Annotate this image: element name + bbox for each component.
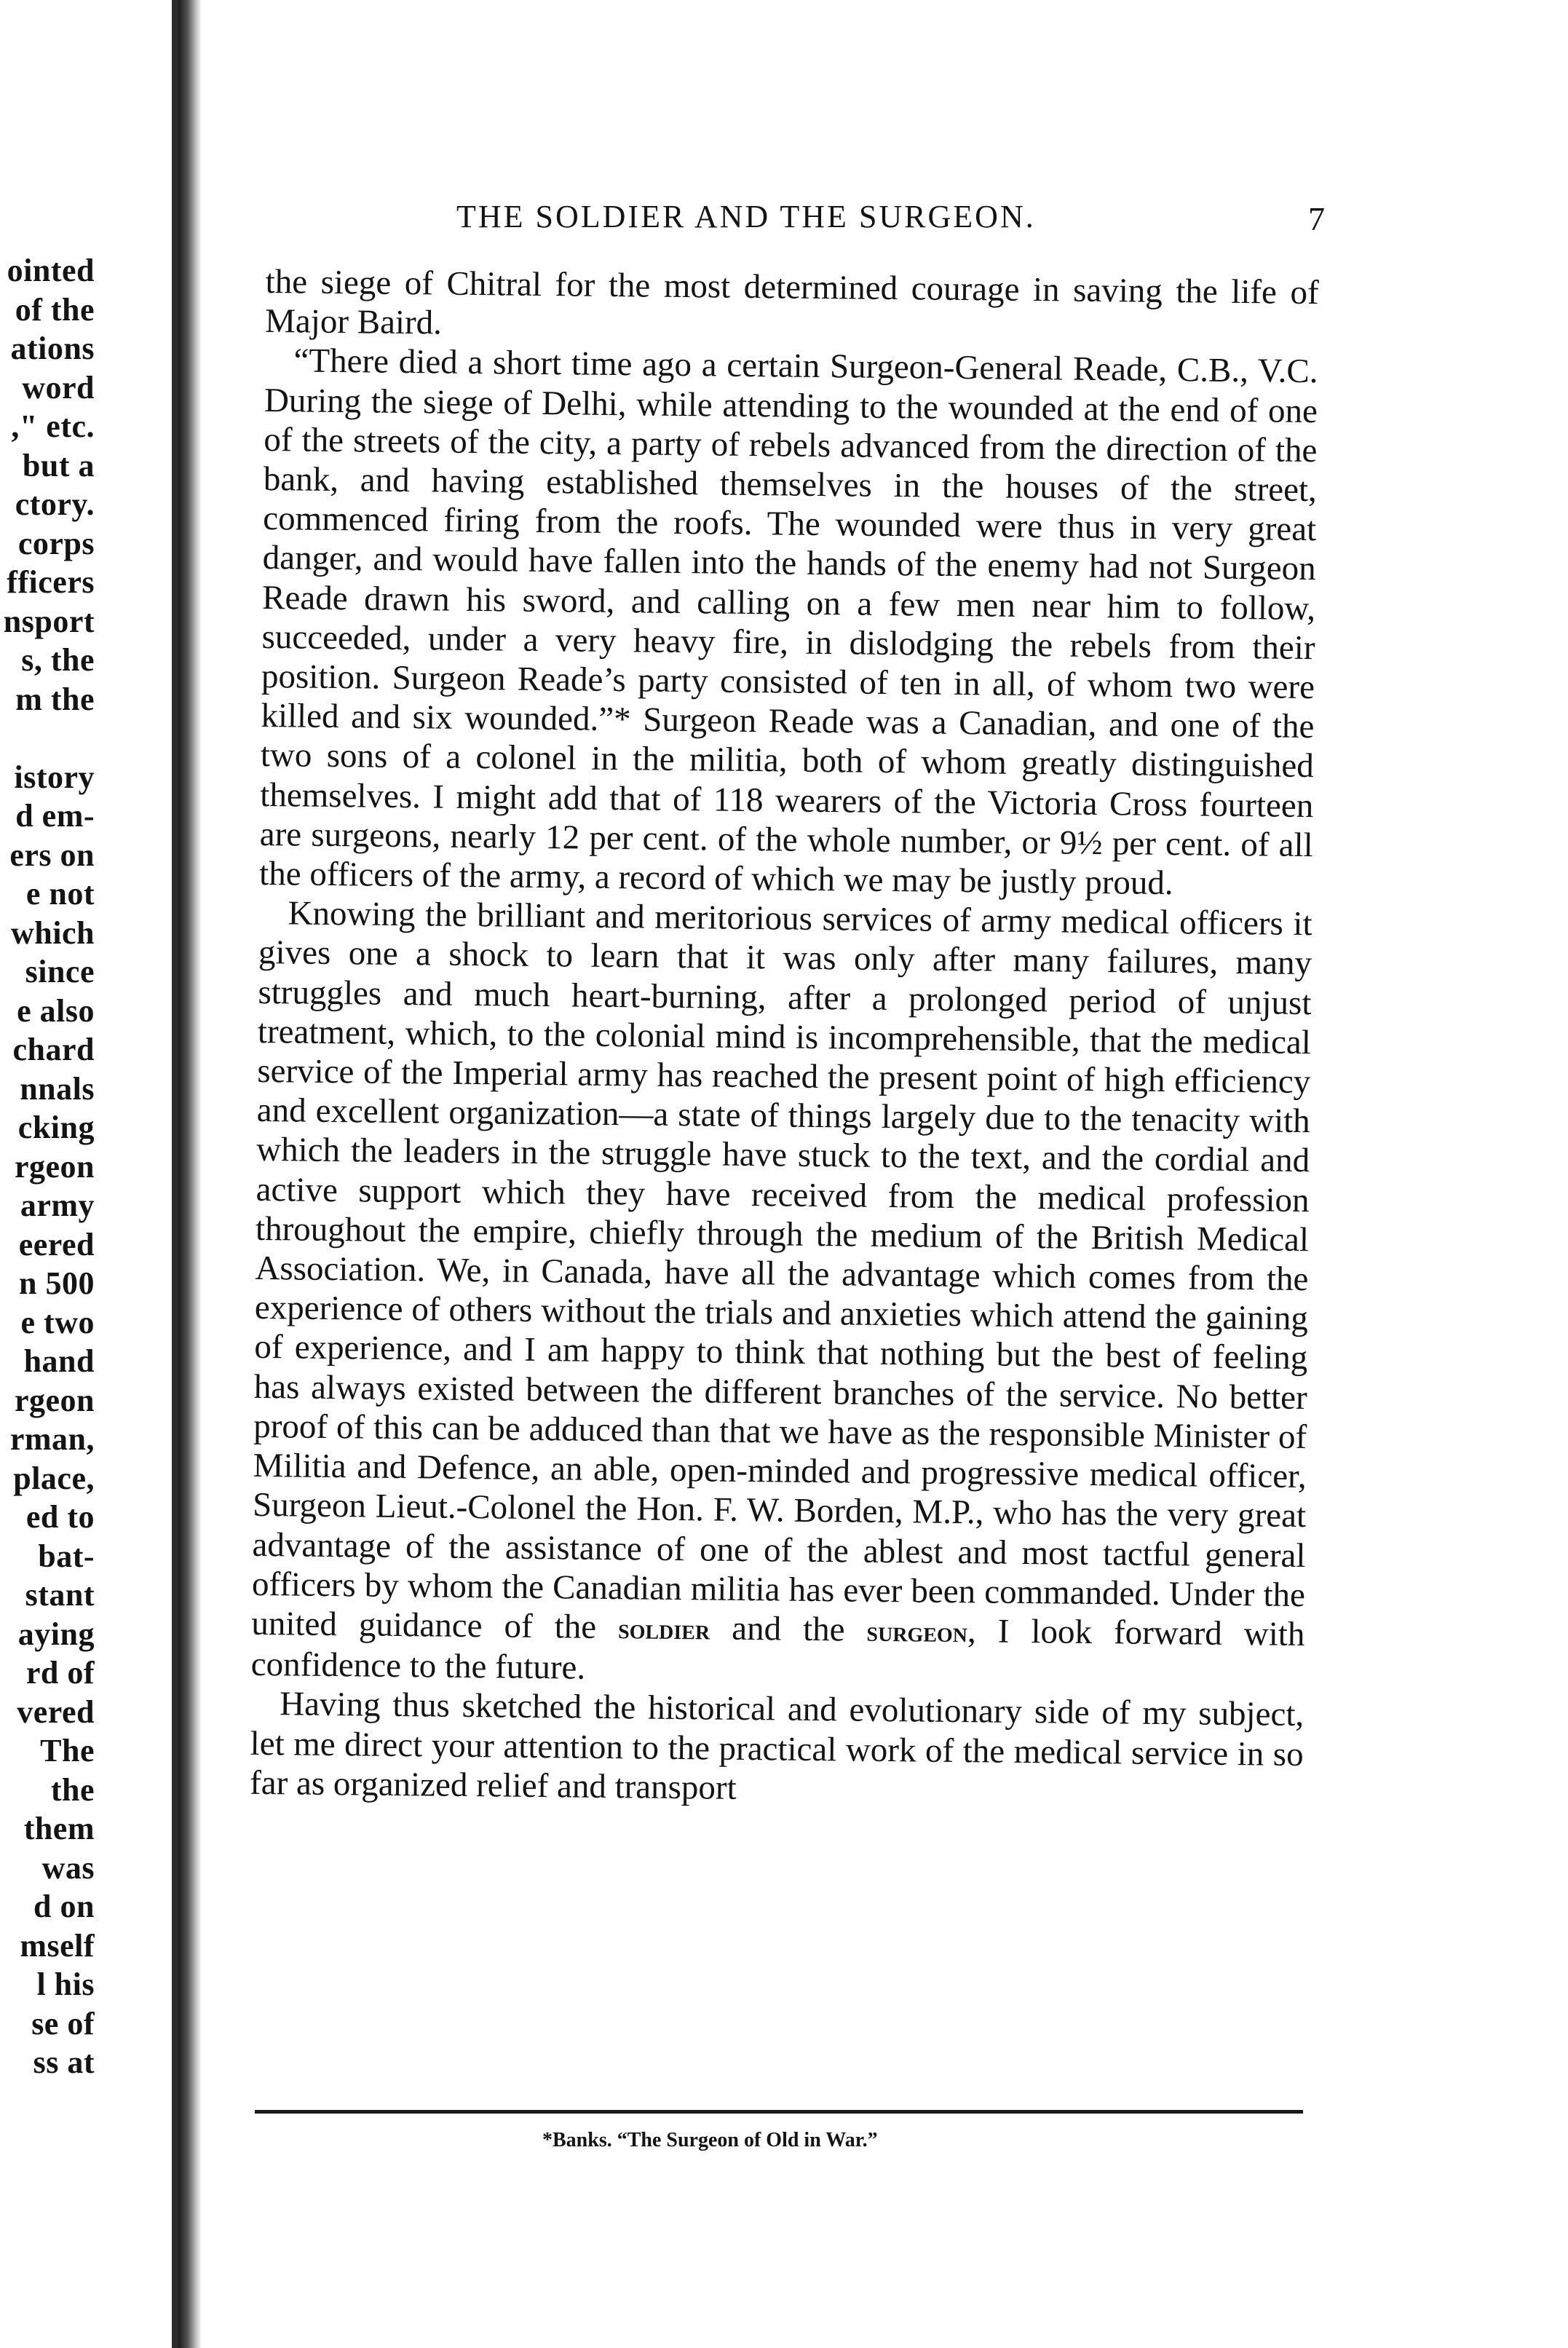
facing-page-line: stant [25, 1577, 95, 1613]
facing-page-line: ers on [9, 837, 95, 873]
facing-page-line: ations [10, 331, 95, 366]
footnote-rule [255, 2110, 1303, 2114]
facing-page-line: aying [17, 1616, 95, 1652]
facing-page-line: fficers [7, 564, 95, 600]
facing-page-line: l his [36, 1966, 95, 2002]
facing-page-line: word [22, 369, 95, 406]
facing-page-line: eered [18, 1226, 95, 1262]
paragraph-1-text: the siege of Chitral for the most determined courage in saving the life of Major Baird. [264, 262, 1319, 342]
facing-page-fragment [0, 251, 95, 2082]
page-number: 7 [1308, 200, 1325, 237]
facing-page-line: cking [17, 1110, 95, 1145]
facing-page-line: rgeon [14, 1148, 95, 1185]
facing-page-line: of the [15, 291, 95, 328]
facing-page-line: ," etc. [11, 408, 95, 444]
facing-page-line: n 500 [19, 1265, 95, 1301]
facing-page-line: d on [33, 1889, 95, 1924]
paragraph-4-text: Having thus sketched the historical and evolutionary side of my subject, let me direct your attention to the practical work of the medical service in so far as organized relief and transport [249, 1685, 1304, 1807]
facing-page-line: mself [20, 1927, 95, 1964]
facing-page-line: m the [15, 681, 95, 717]
fraction-value: 9½ [1059, 823, 1103, 862]
paragraph-1 [265, 262, 1319, 352]
facing-page-line: istory [14, 759, 95, 795]
paragraph-2-end: per cent. of all the officers of the army, a record of which we may be justly proud. [258, 824, 1313, 903]
body-text [250, 262, 1319, 1814]
facing-page-line: place, [13, 1460, 95, 1496]
facing-page-line: rgeon [14, 1382, 95, 1418]
facing-page-line: corps [17, 525, 95, 561]
facing-page-line: them [23, 1811, 95, 1846]
facing-page-line: army [20, 1187, 95, 1223]
facing-page-line: chard [12, 1032, 95, 1067]
facing-page-line: the [50, 1771, 95, 1808]
facing-page-line: e also [17, 992, 95, 1029]
book-gutter-shadow [178, 0, 202, 2348]
facing-page-line: e not [25, 876, 95, 912]
facing-page-line: d em- [15, 798, 95, 834]
facing-page-line: rman, [9, 1421, 95, 1457]
paragraph-2-text: “There died a short time ago a certain Surgeon-General Reade, C.B., V.C. During the siege of Delhi, while attending to the wounded at the end of one of the streets of the city, a party of rebels advanced from the direction of the bank, and having established themselves in the houses of the street, commenced firing from the roofs. The wounded were thus in very great danger, and would have fallen into the hands of the enemy had not Surgeon Reade drawn his sword, and calling on a few men near him to follow, succeeded, under a very heavy fire, in dislodging the rebels from their position. Surgeon Reade’s party consisted of ten in all, of whom two were killed and six wounded.”* Surgeon Reade was a Canadian, and one of the two sons of a colonel in the militia, both of whom greatly distinguished themselves. I might add that of 118 wearers of the Victoria Cross fourteen are surgeons, nearly 12 per cent. of the whole number, or [259, 341, 1318, 862]
facing-page-line: nsport [3, 603, 95, 639]
footnote: *Banks. “The Surgeon of Old in War.” [542, 2129, 878, 2151]
paragraph-3-end: , I look forward with confidence to the future. [250, 1612, 1305, 1687]
facing-page-line: which [11, 914, 95, 951]
paragraph-2 [259, 341, 1318, 904]
facing-page-line: ointed [7, 253, 95, 288]
facing-page-line: was [41, 1849, 95, 1886]
small-caps-surgeon: surgeon [866, 1614, 968, 1649]
facing-page-line: since [25, 954, 95, 989]
facing-page-line: se of [31, 2005, 95, 2041]
facing-page-line: ed to [25, 1499, 95, 1535]
paragraph-3 [251, 893, 1312, 1695]
facing-page-line: vered [17, 1693, 95, 1730]
facing-page-line: hand [23, 1343, 95, 1379]
facing-page-line: ss at [33, 2044, 95, 2080]
facing-page-line [0, 719, 95, 758]
facing-page-line: rd of [25, 1655, 95, 1691]
paragraph-3-text: Knowing the brilliant and meritorious services of army medical officers it gives one a shock to learn that it was only after many failures, many struggles and much heart-burning, after a prolonged period of unjust treatment, which, to the colonial mind is incomprehensible, that the medical service of the Imperial army has reached the present point of high efficiency and excellent organization—a state of things largely due to the tenacity with which the leaders in the struggle have stuck to the text, and the cordial and active support which they have received from the medical profession throughout the empire, chiefly through the medium of the British Medical Association. We, in Canada, have all the advantage which comes from the experience of others without the trials and anxieties which attend the gaining of experience, and I am happy to think that nothing but the best of feeling has always existed between the different branches of the service. No better proof of this can be adduced than that we have as the responsible Minister of Militia and Defence, an able, open-minded and progressive medical officer, Surgeon Lieut.-Colonel the Hon. F. W. Borden, M.P., who has the very great advantage of the assistance of one of the ablest and most tactful general officers by whom the Canadian militia has ever been commanded. Under the united guidance of the [251, 894, 1312, 1646]
facing-page-line: nnals [20, 1070, 95, 1107]
running-head [277, 198, 1325, 242]
facing-page-line: e two [20, 1304, 95, 1340]
running-title: THE SOLDIER AND THE SURGEON. [456, 199, 1036, 234]
facing-page-line: but a [22, 447, 95, 483]
facing-page-line: The [40, 1733, 95, 1768]
paragraph-4 [250, 1684, 1304, 1814]
facing-page-line: ctory. [15, 486, 95, 522]
facing-page-line: bat- [38, 1538, 95, 1574]
paragraph-3-connector: and the [731, 1609, 845, 1649]
small-caps-soldier: soldier [617, 1612, 710, 1646]
facing-page-line: s, the [21, 642, 95, 678]
